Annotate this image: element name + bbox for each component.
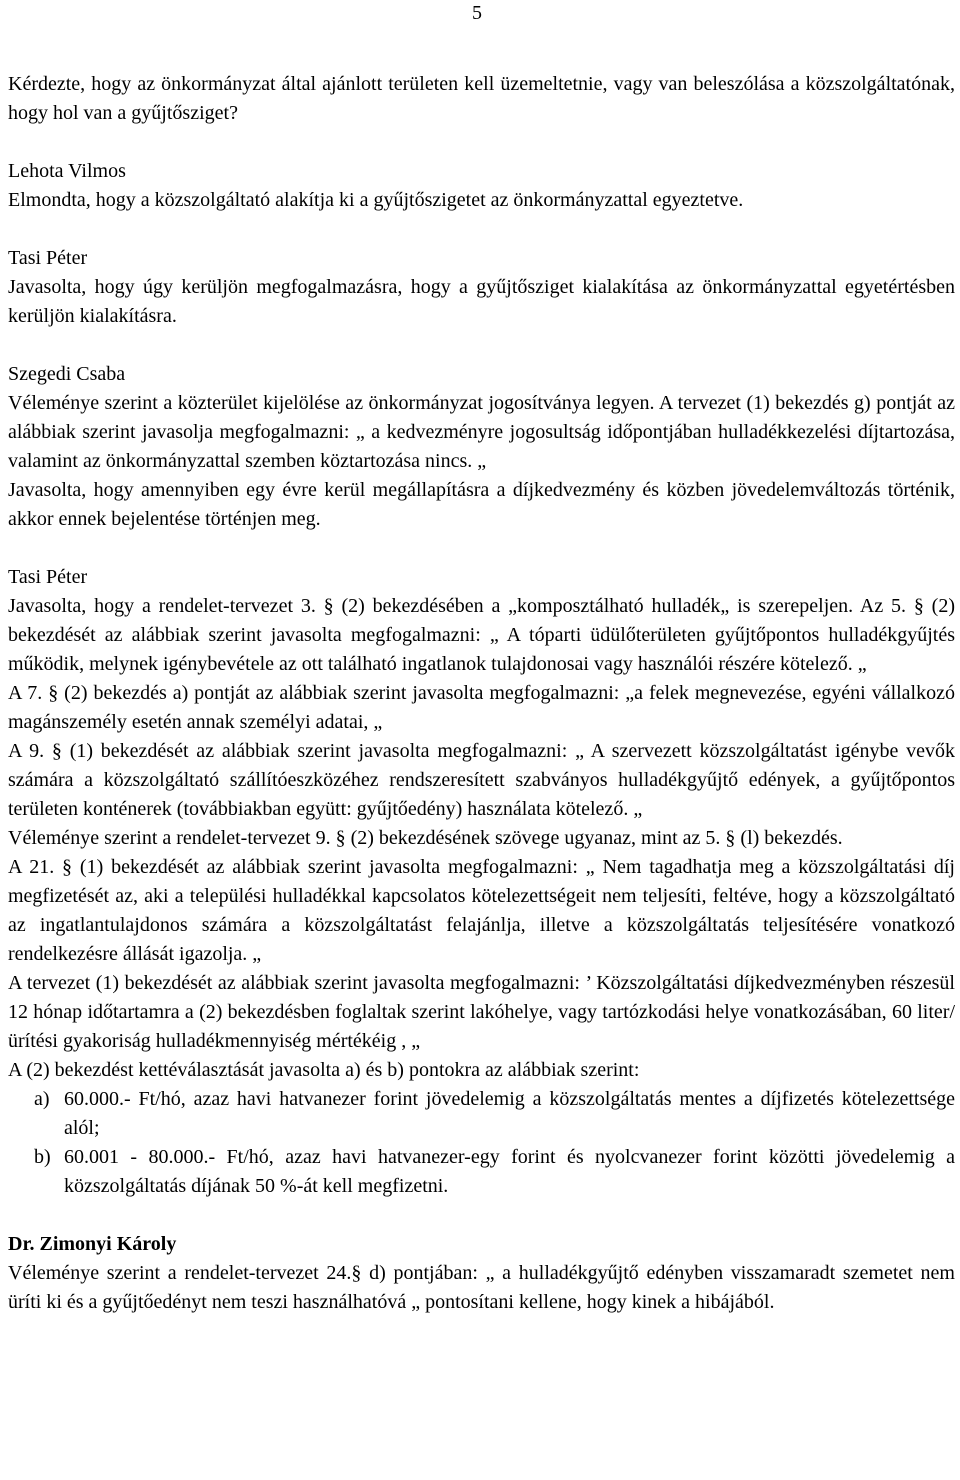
section-lehota [8,157,955,215]
speaker-name: Dr. Zimonyi Károly [8,1233,177,1255]
list-marker: b) [34,1146,51,1168]
section-tasi-2 [8,563,955,1201]
speaker-name: Lehota Vilmos [8,160,126,182]
paragraph: A (2) bekezdést kettéválasztását javasolta a) és b) pontokra az alábbiak szerint: [8,1059,640,1081]
section-tasi-1 [8,244,955,331]
section-szegedi [8,360,955,534]
section-zimonyi [8,1230,955,1317]
intro-paragraph: Kérdezte, hogy az önkormányzat által ajánlott területen kell üzemeltetnie, vagy van beleszólása a közszolgáltatónak, hogy hol van a gyűjtősziget? [8,73,955,124]
speaker-name: Tasi Péter [8,247,88,269]
page-number: 5 [472,2,482,24]
list-item [8,1085,955,1143]
document-body [8,70,955,1317]
paragraph: A tervezet (1) bekezdését az alábbiak szerint javasolta megfogalmazni: ’ Közszolgáltatási díjkedvezményben részesül 12 hónap időtartamra a (2) bekezdésben foglaltak szerint lakóhelye, vagy tartózkodási helye vonatkozásában, 60 liter/ürítési gyakoriság hulladékmennyiség mértékéig , „ [8,972,955,1052]
paragraph: A 9. § (1) bekezdését az alábbiak szerint javasolta megfogalmazni: „ A szervezett közszolgáltatást igénybe vevők számára a közszolgáltató szállítóeszközéhez rendszeresített szabványos hulladékgyűjtő edények, a gyűjtőpontos területen konténerek (továbbiakban együtt: gyűjtőedény) használata kötelező. „ [8,740,955,820]
paragraph: Elmondta, hogy a közszolgáltató alakítja ki a gyűjtőszigetet az önkormányzattal egyeztetve. [8,189,744,211]
paragraph: A 21. § (1) bekezdését az alábbiak szerint javasolta megfogalmazni: „ Nem tagadhatja meg a közszolgáltatási díj megfizetését az, aki a települési hulladékkal kapcsolatos kötelezettségeit nem teljesíti, feltéve, hogy a közszolgáltató az ingatlantulajdonos számára a közszolgáltatást felajánlja, illetve a közszolgáltatás teljesítésére vonatkozó rendelkezésre állását igazolja. „ [8,856,955,965]
list-text: 60.001 - 80.000.- Ft/hó, azaz havi hatvanezer-egy forint és nyolcvanezer forint közötti jövedelemig a közszolgáltatás díjának 50 %-át kell megfizetni. [64,1146,955,1197]
paragraph: Javasolta, hogy a rendelet-tervezet 3. § (2) bekezdésében a „komposztálható hulladék„ is szerepeljen. Az 5. § (2) bekezdését az alábbiak szerint javasolta megfogalmazni: „ A tóparti üdülőterületen gyűjtőpontos hulladékgyűjtés működik, melynek igénybevétele az ott található ingatlanok tulajdonosai vagy használói részére kötelező. „ [8,595,955,675]
list-marker: a) [34,1088,50,1110]
paragraph: Véleménye szerint a rendelet-tervezet 9. § (2) bekezdésének szövege ugyanaz, mint az 5. § (l) bekezdés. [8,827,843,849]
speaker-name: Tasi Péter [8,566,88,588]
paragraph: Véleménye szerint a közterület kijelölése az önkormányzat jogosítványa legyen. A tervezet (1) bekezdés g) pontját az alábbiak szerint javasolja megfogalmazni: „ a kedvezményre jogosultság időpontjában hulladékkezelési díjtartozása, valamint az önkormányzattal szemben köztartozása nincs. „ [8,392,955,472]
list-text: 60.000.- Ft/hó, azaz havi hatvanezer forint jövedelemig a közszolgáltatás mentes a díjfizetés kötelezettsége alól; [64,1088,955,1139]
paragraph: Véleménye szerint a rendelet-tervezet 24.§ d) pontjában: „ a hulladékgyűjtő edényben visszamaradt szemetet nem üríti ki és a gyűjtőedényt nem teszi használhatóvá „ pontosítani kellene, hogy kinek a hibájából. [8,1262,955,1313]
paragraph: A 7. § (2) bekezdés a) pontját az alábbiak szerint javasolta megfogalmazni: „a felek megnevezése, egyéni vállalkozó magánszemély esetén annak személyi adatai, „ [8,682,955,733]
speaker-name: Szegedi Csaba [8,363,126,385]
paragraph: Javasolta, hogy úgy kerüljön megfogalmazásra, hogy a gyűjtősziget kialakítása az önkormányzattal egyetértésben kerüljön kialakításra. [8,276,955,327]
paragraph: Javasolta, hogy amennyiben egy évre kerül megállapításra a díjkedvezmény és közben jövedelemváltozás történik, akkor ennek bejelentése történjen meg. [8,479,955,530]
list-item [8,1143,955,1201]
bullet-list [8,1085,955,1201]
